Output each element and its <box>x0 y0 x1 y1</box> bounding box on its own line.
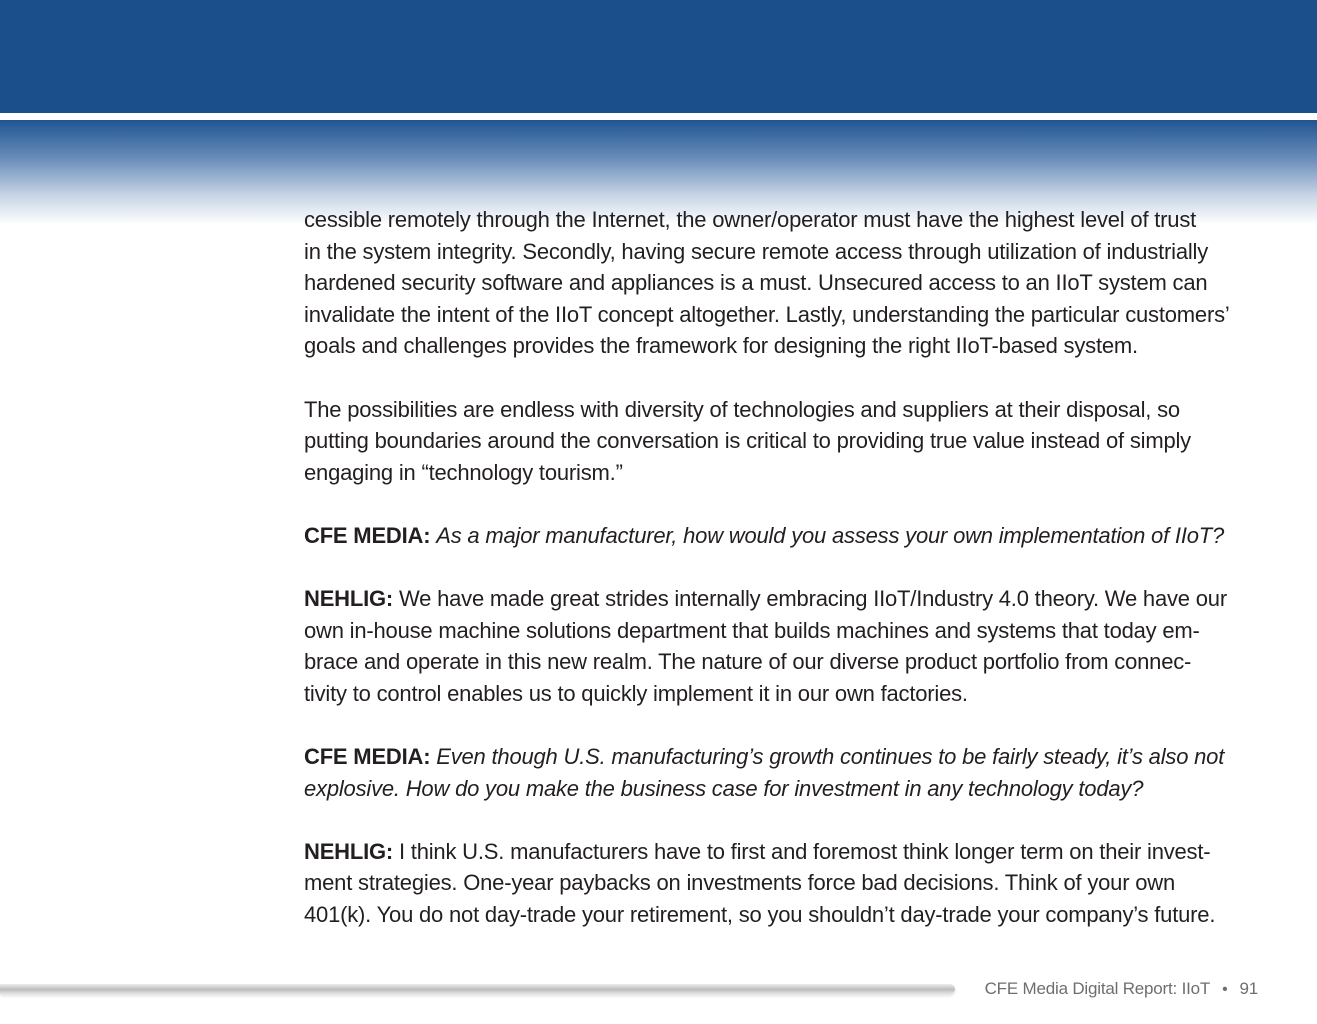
text-line: The possibilities are endless with diversity of technologies and suppliers at their disposal, so <box>304 396 1180 422</box>
paragraph-continuation <box>304 204 1294 362</box>
answer-2 <box>304 836 1294 931</box>
question-2 <box>304 741 1294 804</box>
question-text: As a major manufacturer, how would you assess your own implementation of IIoT? <box>436 522 1225 548</box>
text-line: putting boundaries around the conversation is critical to providing true value instead of simply <box>304 428 1191 454</box>
question-text: Even though U.S. manufacturing’s growth continues to be fairly steady, it’s also not <box>436 744 1225 770</box>
header-band <box>0 0 1317 113</box>
answer-1 <box>304 583 1294 709</box>
text-line <box>304 583 1294 615</box>
text-line: brace and operate in this new realm. The nature of our diverse product portfolio from connec- <box>304 649 1192 675</box>
footer-rule <box>0 984 955 994</box>
bullet-separator: • <box>1222 981 1228 998</box>
text-line: tivity to control enables us to quickly implement it in our own factories. <box>304 680 968 706</box>
speaker-label: NEHLIG: <box>304 838 394 864</box>
text-line <box>304 836 1294 868</box>
page-footer <box>985 979 1258 999</box>
page-number: 91 <box>1239 979 1258 998</box>
answer-text: I think U.S. manufacturers have to first and foremost think longer term on their invest- <box>398 838 1211 864</box>
text-line: in the system integrity. Secondly, having secure remote access through utilization of industrially <box>304 238 1209 264</box>
text-line: goals and challenges provides the framework for designing the right IIoT-based system. <box>304 333 1138 359</box>
text-line: 401(k). You do not day-trade your retirement, so you shouldn’t day-trade your company’s future. <box>304 902 1216 928</box>
report-title: CFE Media Digital Report: IIoT <box>984 979 1211 998</box>
article-body <box>304 204 1294 962</box>
speaker-label: CFE MEDIA: <box>304 522 431 548</box>
paragraph-possibilities <box>304 394 1294 489</box>
header-divider <box>0 113 1317 120</box>
answer-text: We have made great strides internally embracing IIoT/Industry 4.0 theory. We have our <box>398 586 1227 612</box>
text-line: own in-house machine solutions department that builds machines and systems that today em- <box>304 617 1200 643</box>
speaker-label: CFE MEDIA: <box>304 744 431 770</box>
speaker-label: NEHLIG: <box>304 586 394 612</box>
text-line: explosive. How do you make the business case for investment in any technology today? <box>304 775 1144 801</box>
text-line: cessible remotely through the Internet, the owner/operator must have the highest level of trust <box>304 207 1197 232</box>
text-line <box>304 741 1294 773</box>
text-line <box>304 520 1294 552</box>
question-1 <box>304 520 1294 552</box>
text-line: hardened security software and appliances is a must. Unsecured access to an IIoT system can <box>304 270 1208 296</box>
text-line: engaging in “technology tourism.” <box>304 459 623 485</box>
text-line: ment strategies. One-year paybacks on investments force bad decisions. Think of your own <box>304 870 1175 896</box>
text-line: invalidate the intent of the IIoT concept altogether. Lastly, understanding the particular customers’ <box>304 301 1230 327</box>
